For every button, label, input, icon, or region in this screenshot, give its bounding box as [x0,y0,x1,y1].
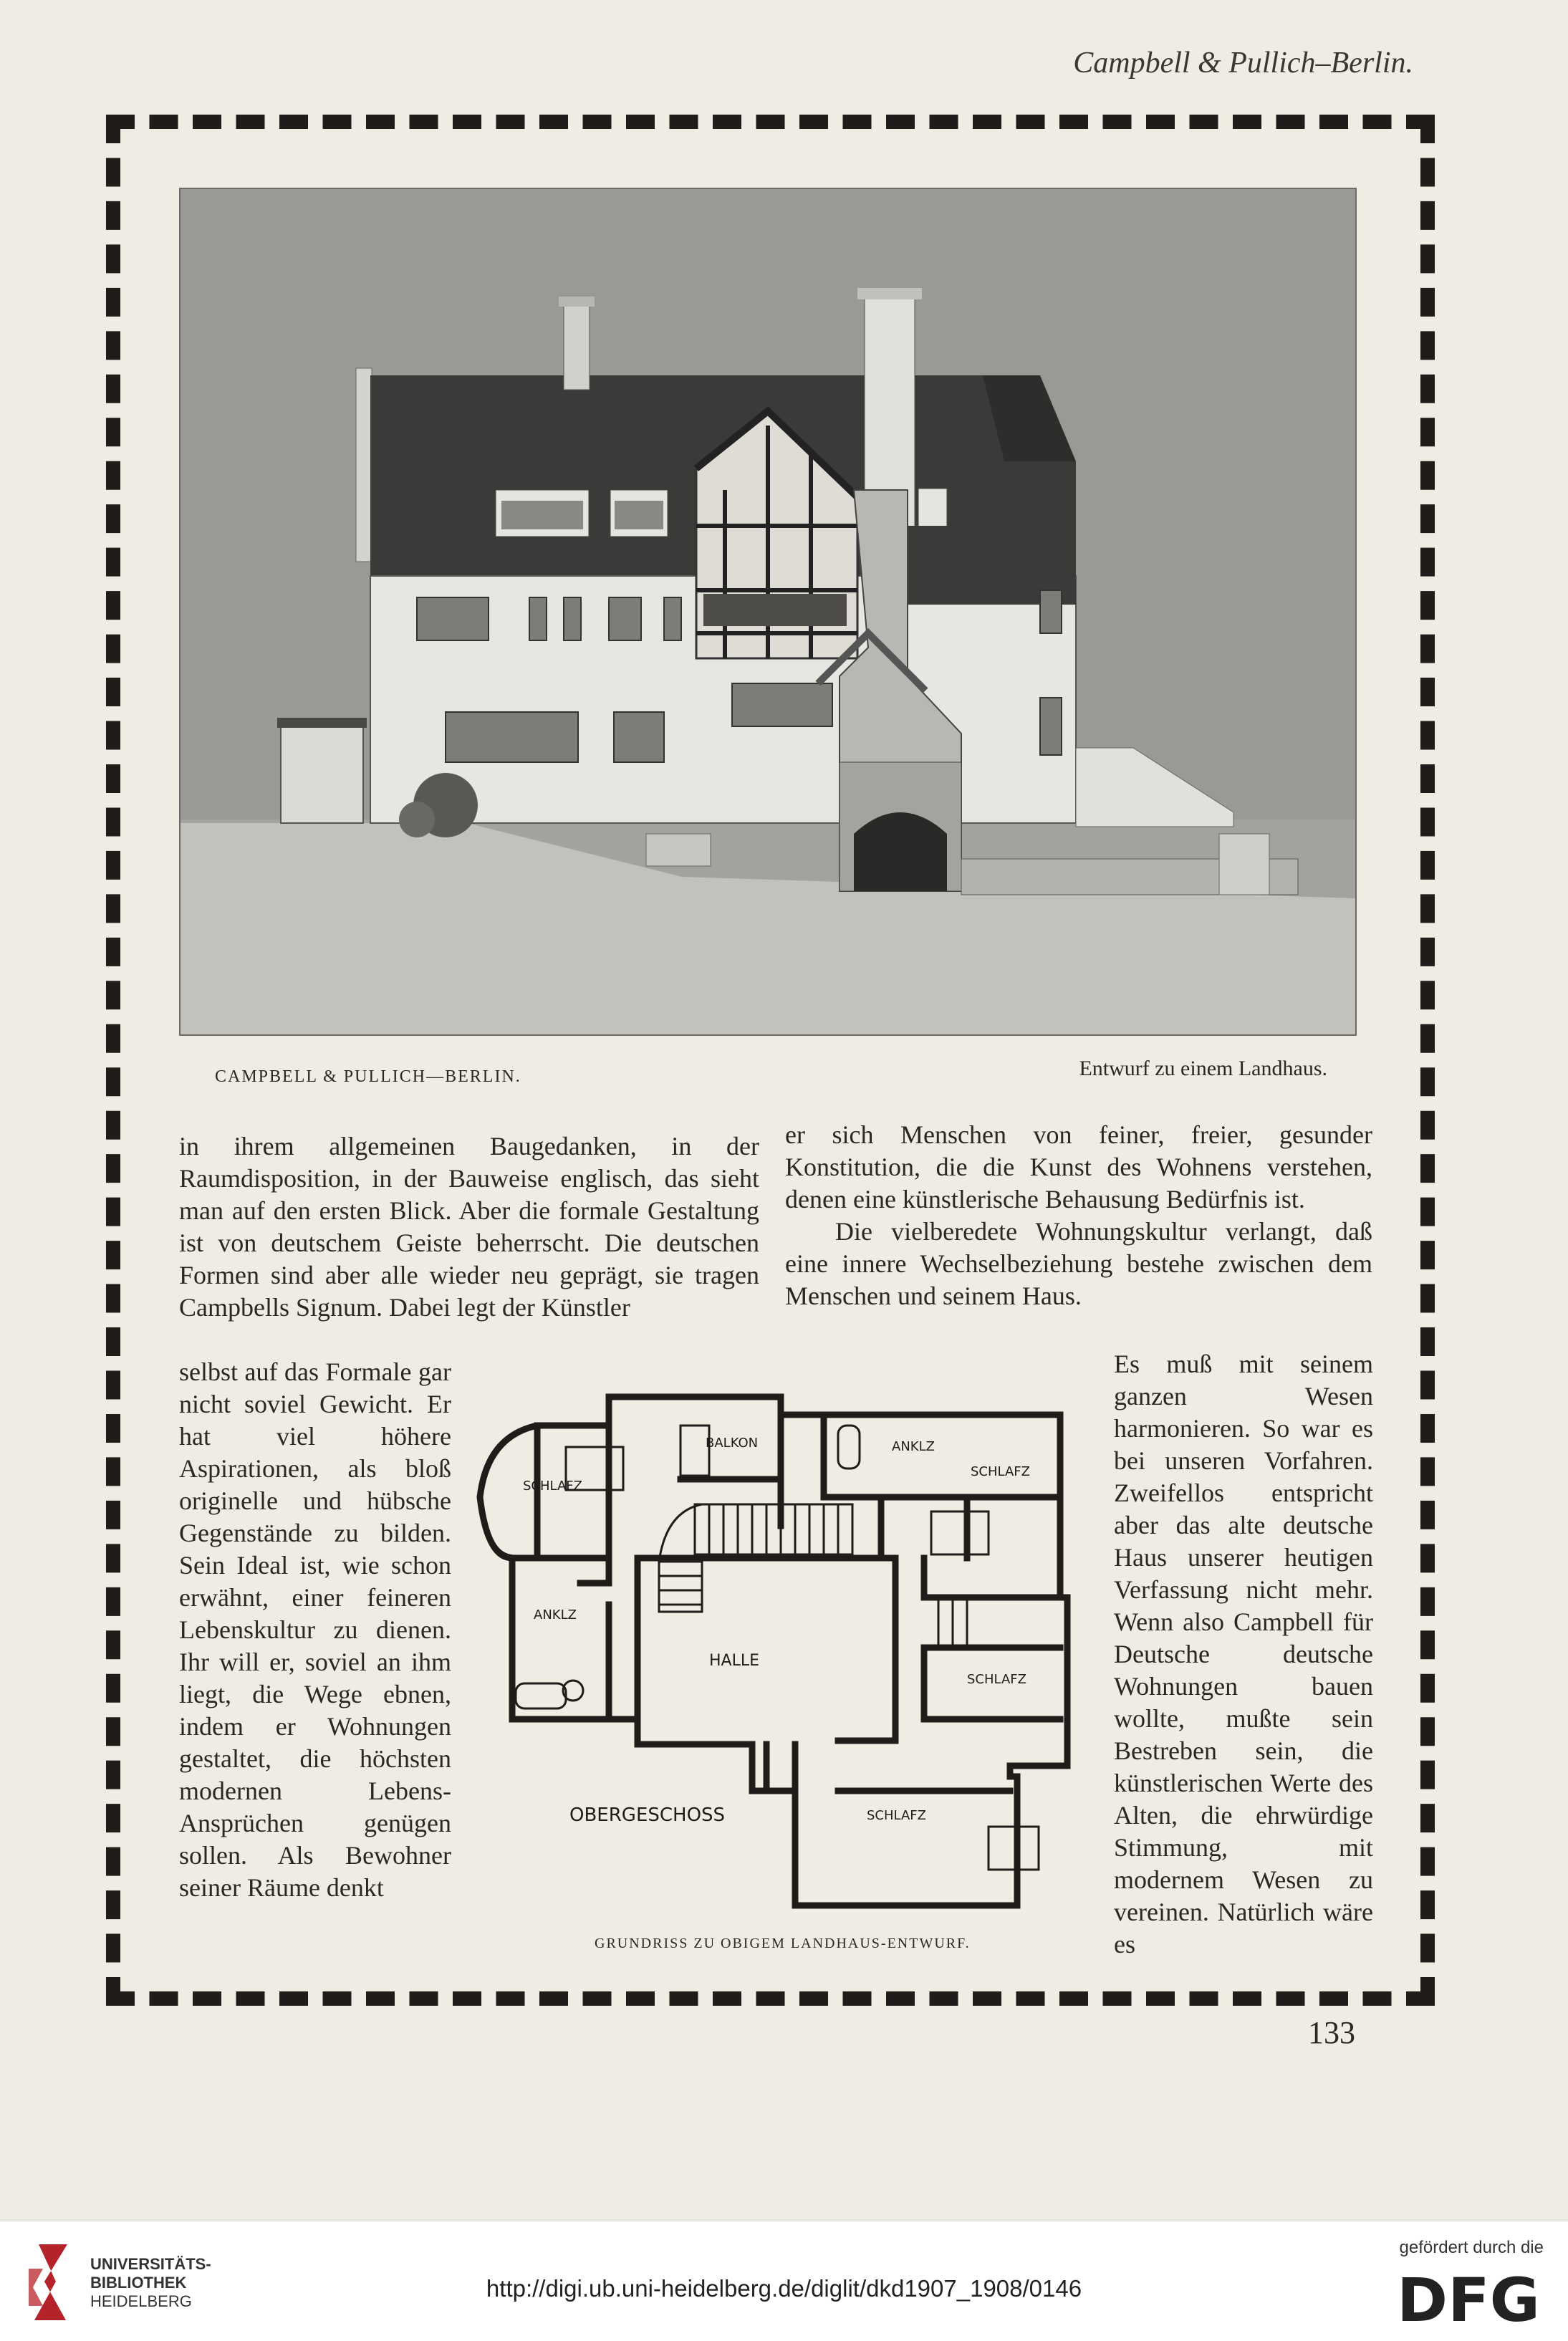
floor-plan [466,1383,1082,1927]
dfg-logo-text: DFG [1397,2269,1540,2328]
room-label-balkon: BALKON [706,1436,759,1451]
room-label-schlafz: SCHLAFZ [967,1672,1026,1687]
library-name-line: BIBLIOTHEK [90,2274,187,2292]
paragraph: in ihrem allgemeinen Baugedanken, in der Raumdisposition, in der Bauweise englisch, das sieht man auf den ersten Blick. Aber die formale Gestaltung ist von deutschem Geiste beherrscht. Die deutschen Formen sind aber alle wieder neu geprägt, sie tragen Campbells Signum. Dabei legt der Künstler [179,1132,759,1322]
room-label-anklz: ANKLZ [534,1607,577,1623]
room-label-schlafz: SCHLAFZ [523,1479,582,1494]
elevation-caption-title: Entwurf zu einem Landhaus. [1079,1057,1327,1080]
text-column-right-narrow [1114,1348,1373,1961]
text-column-left-narrow [179,1356,451,1904]
paragraph: Die vielberedete Wohnungskultur verlangt, daß eine innere Wechselbeziehung bestehe zwischen dem Menschen und seinem Haus. [785,1217,1372,1310]
paragraph: Es muß mit seinem ganzen Wesen harmonieren. So war es bei unseren Vorfahren. Zweifellos entspricht aber das alte deutsche Haus unserer heutigen Verfassung nicht mehr. Wenn also Campbell für Deutsche deutsche Wohnungen bauen wollte, mußte sein Bestreben sein, die künstlerischen Werte des Alten, die ehrwürdige Stimmung, mit modernem Wesen zu vereinen. Natürlich wäre es [1114,1350,1373,1958]
running-head: Campbell & Pullich–Berlin. [1073,47,1413,80]
paragraph: selbst auf das Formale gar nicht soviel Gewicht. Er hat viel höhere Aspirationen, als bloß originelle und hübsche Gegenstände zu bilden. Sein Ideal ist, wie schon erwähnt, einer feineren Lebenskultur zu dienen. Ihr will er, soviel an ihm liegt, die Wege ebnen, indem er Wohnungen gestaltet, die höchsten modernen Lebens-Ansprüchen genügen sollen. Als Bewohner seiner Räume denkt [179,1357,451,1902]
floor-plan-caption: GRUNDRISS ZU OBIGEM LANDHAUS-ENTWURF. [595,1936,971,1951]
dfg-logo-icon[interactable] [1397,2269,1544,2328]
elevation-drawing [179,188,1357,1036]
funding-label: gefördert durch die [1399,2238,1544,2257]
page-number: 133 [1308,2015,1355,2050]
floor-plan-drawing [466,1383,1082,1927]
library-name-line: UNIVERSITÄTS- [90,2255,211,2273]
floor-label: OBERGESCHOSS [569,1804,726,1826]
permalink-url[interactable]: http://digi.ub.uni-heidelberg.de/diglit/dkd1907_1908/0146 [486,2275,1082,2302]
room-label-halle: HALLE [709,1652,760,1670]
house-elevation-illustration [181,189,1355,1034]
room-label-anklz: ANKLZ [892,1439,935,1454]
room-label-schlafz: SCHLAFZ [971,1464,1030,1479]
elevation-caption-architects: CAMPBELL & PULLICH—BERLIN. [215,1067,521,1086]
paragraph: er sich Menschen von feiner, freier, gesunder Konstitution, die die Kunst des Wohnens verstehen, denen eine künstlerische Behausung Bedürfnis ist. [785,1120,1372,1213]
room-label-schlafz: SCHLAFZ [867,1808,926,1823]
library-name-line: HEIDELBERG [90,2292,192,2310]
text-column-left-top [179,1130,759,1324]
text-column-right-top [785,1119,1372,1312]
